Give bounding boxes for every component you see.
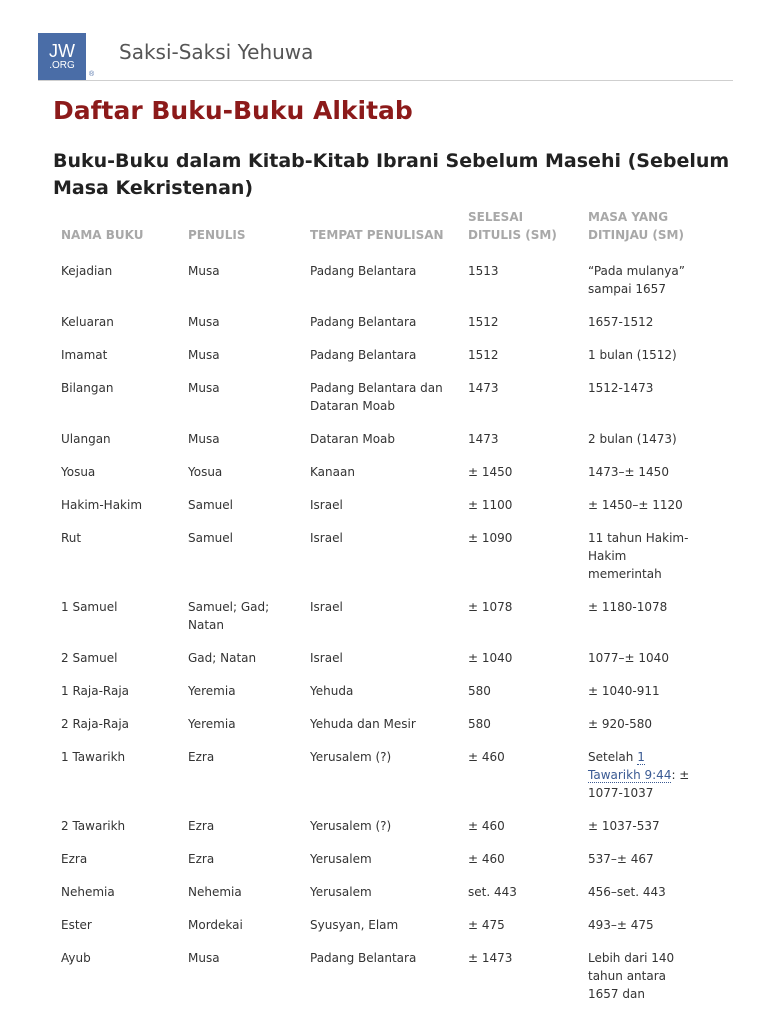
table-row [53, 883, 701, 916]
table-cell-time-covered: ± 1180-1078 [588, 600, 668, 614]
table-cell-completed: 580 [468, 684, 491, 698]
table-row [53, 346, 701, 379]
table-cell-place-written: Israel [310, 651, 343, 665]
table-cell-completed: 1513 [468, 264, 499, 278]
table-row [53, 598, 701, 649]
table-cell-book-name: Bilangan [61, 381, 114, 395]
table-cell-place-written: Israel [310, 498, 343, 512]
registered-mark: ® [89, 71, 95, 78]
table-cell-time-covered: 537–± 467 [588, 852, 654, 866]
table-cell-time-covered: 11 tahun Hakim-Hakim memerintah [588, 531, 689, 581]
table-row [53, 430, 701, 463]
table-cell-time-covered: 1 bulan (1512) [588, 348, 677, 362]
column-header-book-name: NAMA BUKU [61, 228, 144, 242]
table-cell-completed: set. 443 [468, 885, 517, 899]
table-cell-book-name: 1 Tawarikh [61, 750, 126, 764]
table-cell-book-name: 1 Raja-Raja [61, 684, 130, 698]
table-cell-place-written: Padang Belantara [310, 264, 417, 278]
table-cell-author: Samuel; Gad; Natan [188, 600, 270, 632]
books-table-body [53, 262, 701, 1018]
table-cell-place-written: Syusyan, Elam [310, 918, 399, 932]
table-header-row [53, 208, 701, 262]
table-cell-completed: ± 460 [468, 819, 505, 833]
table-row [53, 313, 701, 346]
table-cell-completed: 1512 [468, 348, 499, 362]
table-cell-author: Musa [188, 348, 220, 362]
table-cell-place-written: Yerusalem (?) [310, 750, 392, 764]
table-cell-author: Musa [188, 264, 220, 278]
table-row [53, 496, 701, 529]
table-cell-time-covered: Lebih dari 140 tahun antara 1657 dan [588, 951, 675, 1001]
books-table [53, 208, 701, 1018]
table-cell-place-written: Yerusalem [310, 852, 372, 866]
table-cell-time-covered: 493–± 475 [588, 918, 654, 932]
table-cell-book-name: Imamat [61, 348, 108, 362]
table-row [53, 748, 701, 817]
table-cell-book-name: Keluaran [61, 315, 114, 329]
table-cell-completed: ± 1040 [468, 651, 513, 665]
table-cell-place-written: Kanaan [310, 465, 355, 479]
table-cell-time-covered: 1473–± 1450 [588, 465, 669, 479]
table-cell-place-written: Israel [310, 600, 343, 614]
table-cell-time-covered: ± 1040-911 [588, 684, 660, 698]
period-prefix: Setelah [588, 750, 638, 764]
table-cell-author: Musa [188, 432, 220, 446]
site-name-link[interactable]: Saksi-Saksi Yehuwa [119, 40, 314, 64]
table-row [53, 379, 701, 430]
table-cell-book-name: Nehemia [61, 885, 115, 899]
table-row [53, 529, 701, 598]
scripture-link[interactable]: 1 Tawarikh 9:44 [588, 750, 672, 782]
table-cell-time-covered: 1512-1473 [588, 381, 654, 395]
table-cell-author: Ezra [188, 750, 215, 764]
table-cell-author: Mordekai [188, 918, 243, 932]
books-table-head [53, 208, 701, 262]
table-cell-author: Ezra [188, 852, 215, 866]
table-cell-completed: ± 1078 [468, 600, 513, 614]
table-row [53, 262, 701, 313]
table-cell-place-written: Yerusalem [310, 885, 372, 899]
table-cell-place-written: Padang Belantara [310, 348, 417, 362]
table-cell-book-name: Ezra [61, 852, 88, 866]
table-cell-place-written: Yehuda [310, 684, 354, 698]
table-cell-time-covered: ± 1037-537 [588, 819, 660, 833]
column-header-place-written: TEMPAT PENULISAN [310, 228, 444, 242]
table-cell-author: Samuel [188, 498, 233, 512]
table-cell-completed: ± 460 [468, 852, 505, 866]
table-row [53, 682, 701, 715]
column-header-completed: SELESAI DITULIS (SM) [468, 210, 557, 242]
table-row [53, 850, 701, 883]
table-cell-completed: ± 1090 [468, 531, 513, 545]
table-cell-place-written: Yerusalem (?) [310, 819, 392, 833]
table-cell-time-covered [580, 748, 701, 817]
table-cell-completed: 1473 [468, 381, 499, 395]
table-cell-completed: ± 1473 [468, 951, 513, 965]
table-cell-place-written: Dataran Moab [310, 432, 396, 446]
table-cell-time-covered: “Pada mulanya” sampai 1657 [588, 264, 685, 296]
table-cell-completed: ± 1450 [468, 465, 513, 479]
table-cell-time-covered: ± 920-580 [588, 717, 653, 731]
table-row [53, 916, 701, 949]
table-cell-book-name: Ulangan [61, 432, 111, 446]
table-cell-place-written: Padang Belantara [310, 951, 417, 965]
page-title: Daftar Buku-Buku Alkitab [53, 96, 413, 125]
table-cell-completed: 1512 [468, 315, 499, 329]
table-cell-place-written: Padang Belantara dan Dataran Moab [310, 381, 443, 413]
table-cell-author: Gad; Natan [188, 651, 257, 665]
table-row [53, 817, 701, 850]
table-cell-author: Musa [188, 315, 220, 329]
table-row [53, 715, 701, 748]
table-row [53, 463, 701, 496]
table-cell-completed: 580 [468, 717, 491, 731]
table-cell-author: Samuel [188, 531, 233, 545]
table-cell-time-covered: 1657-1512 [588, 315, 654, 329]
header-divider [38, 80, 733, 81]
table-cell-book-name: 2 Samuel [61, 651, 118, 665]
table-cell-book-name: Yosua [61, 465, 96, 479]
table-cell-author: Yosua [188, 465, 223, 479]
logo-text-jw: JW [49, 40, 75, 61]
table-row [53, 949, 701, 1018]
table-cell-book-name: Hakim-Hakim [61, 498, 143, 512]
column-header-author: PENULIS [188, 228, 246, 242]
table-cell-author: Yeremia [188, 684, 236, 698]
logo-text-org: .ORG [49, 59, 75, 71]
column-header-time-covered: MASA YANG DITINJAU (SM) [588, 210, 684, 242]
jw-org-logo[interactable] [38, 33, 86, 80]
table-cell-book-name: Rut [61, 531, 82, 545]
table-cell-book-name: 2 Raja-Raja [61, 717, 130, 731]
table-cell-author: Ezra [188, 819, 215, 833]
table-cell-completed: 1473 [468, 432, 499, 446]
site-header [0, 0, 768, 82]
table-cell-author: Yeremia [188, 717, 236, 731]
table-cell-author: Musa [188, 951, 220, 965]
table-cell-time-covered: ± 1450–± 1120 [588, 498, 683, 512]
table-cell-author: Nehemia [188, 885, 242, 899]
table-cell-book-name: Kejadian [61, 264, 113, 278]
table-cell-book-name: 1 Samuel [61, 600, 118, 614]
table-cell-completed: ± 460 [468, 750, 505, 764]
section-title: Buku-Buku dalam Kitab-Kitab Ibrani Sebelum Masehi (Sebelum Masa Kekristenan) [53, 150, 730, 199]
table-cell-completed: ± 475 [468, 918, 505, 932]
table-cell-time-covered: 1077–± 1040 [588, 651, 669, 665]
table-cell-book-name: Ayub [61, 951, 91, 965]
table-cell-book-name: 2 Tawarikh [61, 819, 126, 833]
table-cell-place-written: Padang Belantara [310, 315, 417, 329]
table-row [53, 649, 701, 682]
table-cell-time-covered: 456–set. 443 [588, 885, 666, 899]
period-suffix: : ± 1077-1037 [588, 768, 690, 800]
table-cell-completed: ± 1100 [468, 498, 513, 512]
table-cell-author: Musa [188, 381, 220, 395]
table-cell-book-name: Ester [61, 918, 92, 932]
table-cell-time-covered: 2 bulan (1473) [588, 432, 677, 446]
table-cell-place-written: Yehuda dan Mesir [310, 717, 416, 731]
table-cell-place-written: Israel [310, 531, 343, 545]
